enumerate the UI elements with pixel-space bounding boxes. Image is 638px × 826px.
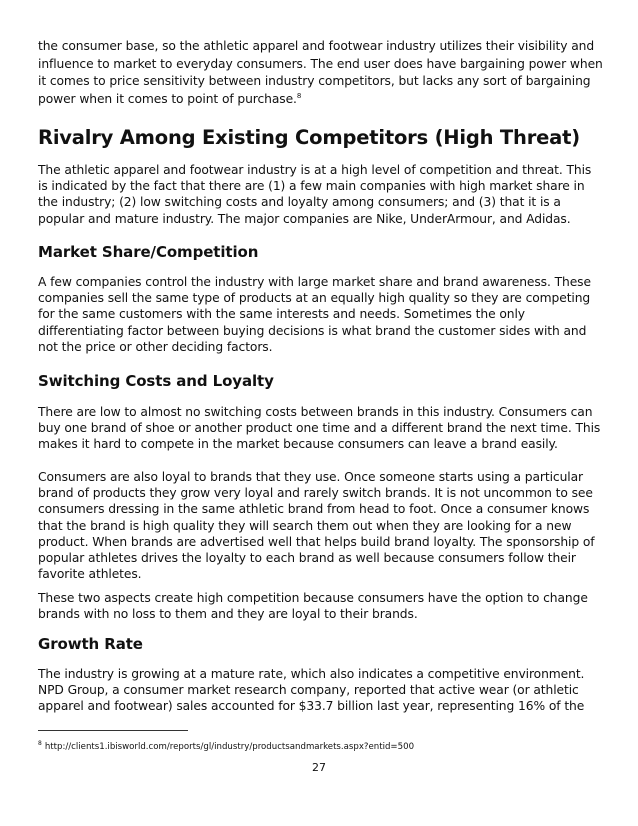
subheading-switching-costs: Switching Costs and Loyalty	[38, 372, 274, 390]
footnote	[38, 738, 598, 753]
footnote-number: 8	[38, 740, 42, 747]
growth-section	[38, 634, 604, 654]
switching-body-1	[38, 404, 604, 453]
switching-body-2	[38, 469, 604, 582]
switching-paragraph-2: Consumers are also loyal to brands that they use. Once someone starts using a particular brand of products they grow very loyal and rarely switch brands. It is not uncommon to see consumers dressing in the same athletic brand from head to foot. Once a consumer knows that the brand is high quality they will search them out when they are looking for a new product. When brands are advertised well that helps build brand loyalty. The sponsorship of popular athletes drives the loyalty to each brand as well because consumers follow their favorite athletes.	[38, 470, 595, 582]
market-share-paragraph: A few companies control the industry with large market share and brand awareness. These companies sell the same type of products at an equally high quality so they are competing for the same customers with the same interests and needs. Sometimes the only differentiating factor between buying decisions is what brand the customer sides with and not the price or other deciding factors.	[38, 275, 591, 354]
page-number: 27	[312, 761, 326, 774]
intro-paragraph	[38, 38, 604, 108]
intro-paragraph-block	[38, 38, 604, 108]
intro-text: the consumer base, so the athletic apparel and footwear industry utilizes their visibility and influence to market to everyday consumers. The end user does have bargaining power when it comes to price sensitivity between industry competitors, but lacks any sort of bargaining power when it comes to point of purchase.	[38, 39, 603, 106]
growth-body	[38, 666, 604, 715]
section-heading-rivalry: Rivalry Among Existing Competitors (High Threat)	[38, 126, 580, 149]
switching-body-3	[38, 590, 604, 622]
footnote-reference[interactable]: 8	[296, 91, 302, 100]
growth-paragraph: The industry is growing at a mature rate, which also indicates a competitive environment. NPD Group, a consumer market research company, reported that active wear (or athletic apparel and footwear) sales accounted for $33.7 billion last year, representing 16% of the	[38, 667, 585, 714]
market-share-section	[38, 242, 604, 262]
switching-section	[38, 371, 604, 391]
rivalry-paragraph: The athletic apparel and footwear industry is at a high level of competition and threat. This is indicated by the fact that there are (1) a few main companies with high market share in the industry; (2) low switching costs and loyalty among consumers; and (3) that it is a popular and mature industry. The major companies are Nike, UnderArmour, and Adidas.	[38, 163, 592, 226]
footnote-divider	[38, 730, 188, 731]
subheading-growth-rate: Growth Rate	[38, 635, 143, 653]
rivalry-body	[38, 162, 604, 227]
market-share-body	[38, 274, 604, 355]
rivalry-section	[38, 126, 604, 150]
switching-paragraph-3: These two aspects create high competition because consumers have the option to change brands with no loss to them and they are loyal to their brands.	[38, 591, 588, 622]
footnote-link[interactable]: http://clients1.ibisworld.com/reports/gl/industry/productsandmarkets.aspx?entid=500	[44, 741, 415, 752]
switching-paragraph-1: There are low to almost no switching costs between brands in this industry. Consumers can buy one brand of shoe or another product one time and a different brand the next time. This makes it hard to compete in the market because consumers can leave a brand easily.	[38, 405, 601, 452]
subheading-market-share: Market Share/Competition	[38, 243, 259, 261]
